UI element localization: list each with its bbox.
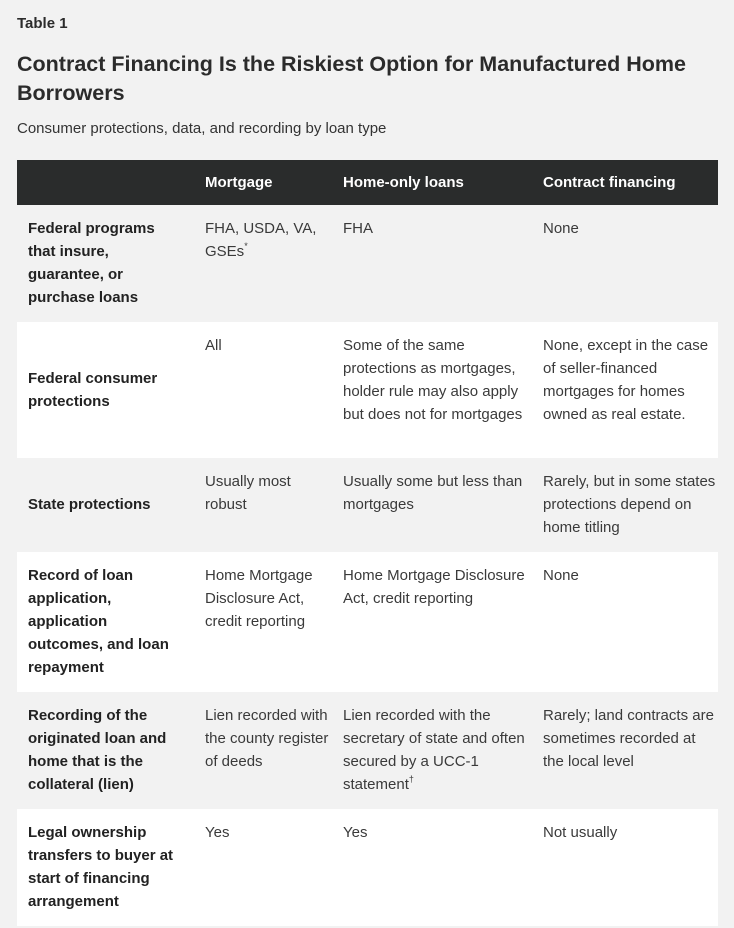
column-header-home-only-loans: Home-only loans <box>343 174 464 191</box>
row-header: Federal consumer protections <box>28 369 158 410</box>
table-cell-mortgage: Yes <box>205 824 230 841</box>
table-cell-home-only: FHA <box>343 220 373 237</box>
table-cell-home-only: Usually some but less than mortgages <box>343 473 523 513</box>
table-label: Table 1 <box>17 15 68 32</box>
table-cell-contract: Not usually <box>543 824 618 841</box>
table-cell-home-only <box>332 692 532 809</box>
table-cell-contract: Rarely, but in some states protections depend on home titling <box>543 473 716 536</box>
table-title: Contract Financing Is the Riskiest Option for Manufactured Home Borrowers <box>17 52 686 105</box>
row-header: Legal ownership transfers to buyer at start of financing arrangement <box>28 824 174 910</box>
table-cell-home-only: Some of the same protections as mortgages, holder rule may also apply but does not for mortgages <box>343 337 523 423</box>
column-header-empty <box>17 160 194 205</box>
row-header: Record of loan application, application outcomes, and loan repayment <box>28 567 169 676</box>
cell-text: FHA, USDA, VA, GSEs <box>205 220 317 260</box>
column-header-contract-financing: Contract financing <box>543 174 676 191</box>
table-cell-contract: Rarely; land contracts are sometimes recorded at the local level <box>543 707 714 770</box>
table-cell-home-only: Yes <box>343 824 368 841</box>
row-header: Federal programs that insure, guarantee, or purchase loans <box>28 220 155 306</box>
cell-text: Lien recorded with the secretary of state and often secured by a UCC-1 statement <box>343 707 525 793</box>
table-row <box>17 552 718 692</box>
loan-type-table <box>17 160 718 926</box>
table-row <box>17 809 718 926</box>
table-cell-mortgage <box>194 205 332 322</box>
table-cell-mortgage: All <box>205 337 222 354</box>
table-row <box>17 458 718 552</box>
table-cell-mortgage: Lien recorded with the county register of deeds <box>205 707 329 770</box>
table-cell-mortgage: Usually most robust <box>205 473 291 513</box>
footnote-marker: † <box>408 774 414 784</box>
table-row <box>17 205 718 322</box>
table-cell-mortgage: Home Mortgage Disclosure Act, credit reporting <box>205 567 313 630</box>
table-row <box>17 322 718 458</box>
footnote-marker: * <box>244 241 248 251</box>
table-cell-home-only: Home Mortgage Disclosure Act, credit reporting <box>343 567 525 607</box>
table-cell-contract: None <box>543 220 579 237</box>
row-header: State protections <box>28 496 151 513</box>
row-header: Recording of the originated loan and home that is the collateral (lien) <box>28 707 167 793</box>
column-header-mortgage: Mortgage <box>205 174 273 191</box>
table-cell-contract: None <box>543 567 579 584</box>
table-cell-contract: None, except in the case of seller-financed mortgages for homes owned as real estate. <box>543 337 709 423</box>
table-row <box>17 692 718 809</box>
table-header-row <box>17 160 718 205</box>
table-subtitle: Consumer protections, data, and recording by loan type <box>17 120 387 137</box>
